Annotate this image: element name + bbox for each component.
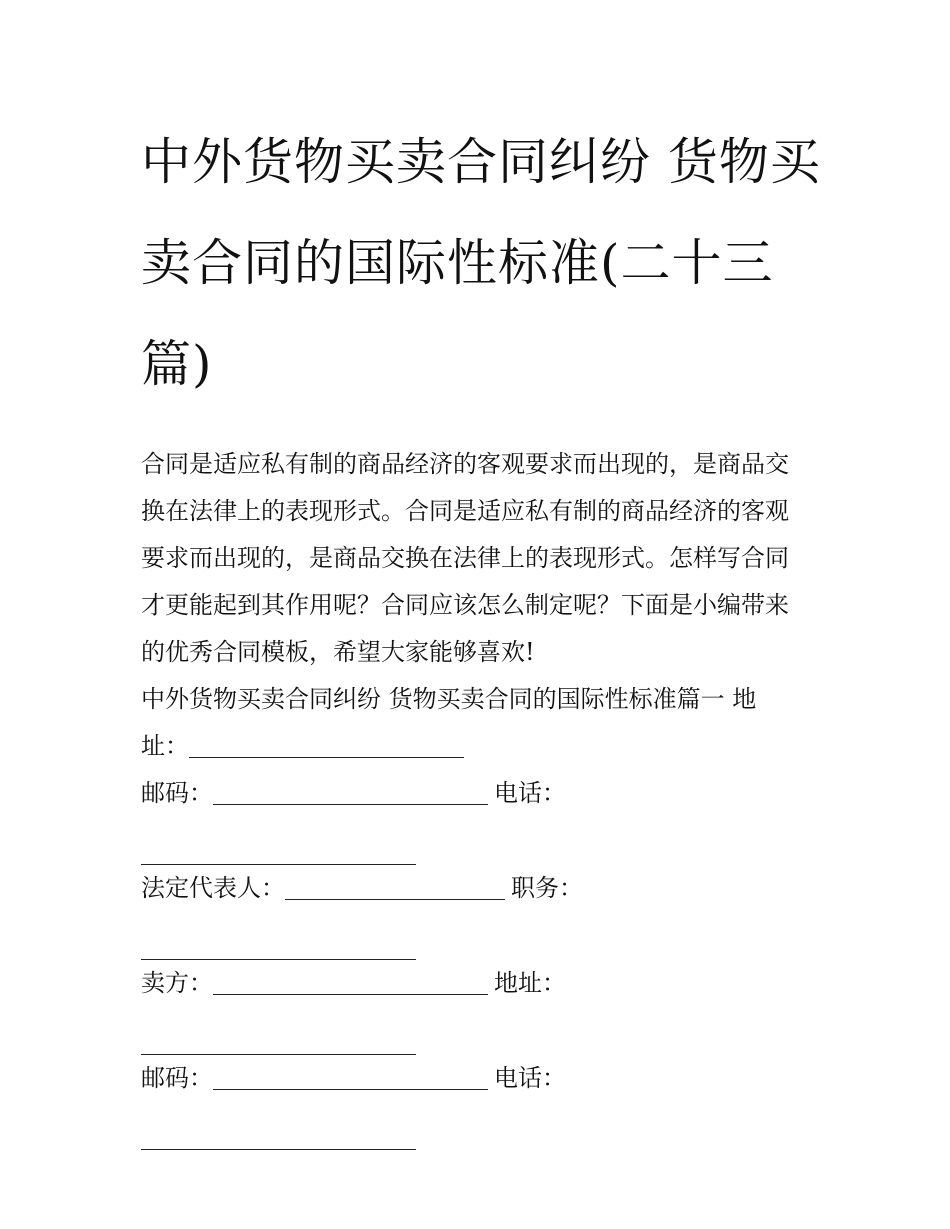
postcode-blank[interactable]	[213, 776, 488, 805]
phone-blank-2[interactable]	[141, 1121, 416, 1150]
phone-blank[interactable]	[141, 836, 416, 865]
seller-label: 卖方：	[141, 969, 213, 997]
seller-blank[interactable]	[213, 966, 488, 995]
address-row	[141, 723, 821, 770]
address-blank[interactable]	[189, 729, 464, 758]
legal-rep-label: 法定代表人：	[141, 874, 285, 902]
postcode-label-2: 邮码：	[141, 1064, 213, 1092]
legal-rep-blank[interactable]	[285, 871, 505, 900]
phone-label: 电话：	[494, 779, 566, 807]
address-label: 址：	[141, 732, 189, 760]
intro-paragraph: 合同是适应私有制的商品经济的客观要求而出现的，是商品交换在法律上的表现形式。合同是适应私有制的商品经济的客观要求而出现的，是商品交换在法律上的表现形式。怎样写合同才更能起到其作用呢？合同应该怎么制定呢？下面是小编带来的优秀合同模板，希望大家能够喜欢!	[141, 450, 789, 666]
section-heading: 中外货物买卖合同纠纷 货物买卖合同的国际性标准篇一 地	[141, 685, 757, 713]
document-title: 中外货物买卖合同纠纷 货物买卖合同的国际性标准(二十三篇)	[141, 133, 821, 393]
document-page	[141, 112, 821, 1150]
seller-row	[141, 960, 821, 1007]
postcode-phone-row-1	[141, 770, 821, 817]
phone-label-2: 电话：	[494, 1064, 566, 1092]
postcode-label: 邮码：	[141, 779, 213, 807]
postcode-blank-2[interactable]	[213, 1061, 488, 1090]
legal-rep-row	[141, 865, 821, 912]
postcode-phone-row-2	[141, 1055, 821, 1102]
position-label: 职务：	[511, 874, 583, 902]
position-blank[interactable]	[141, 931, 416, 960]
seller-address-blank[interactable]	[141, 1026, 416, 1055]
seller-address-label: 地址：	[494, 969, 566, 997]
